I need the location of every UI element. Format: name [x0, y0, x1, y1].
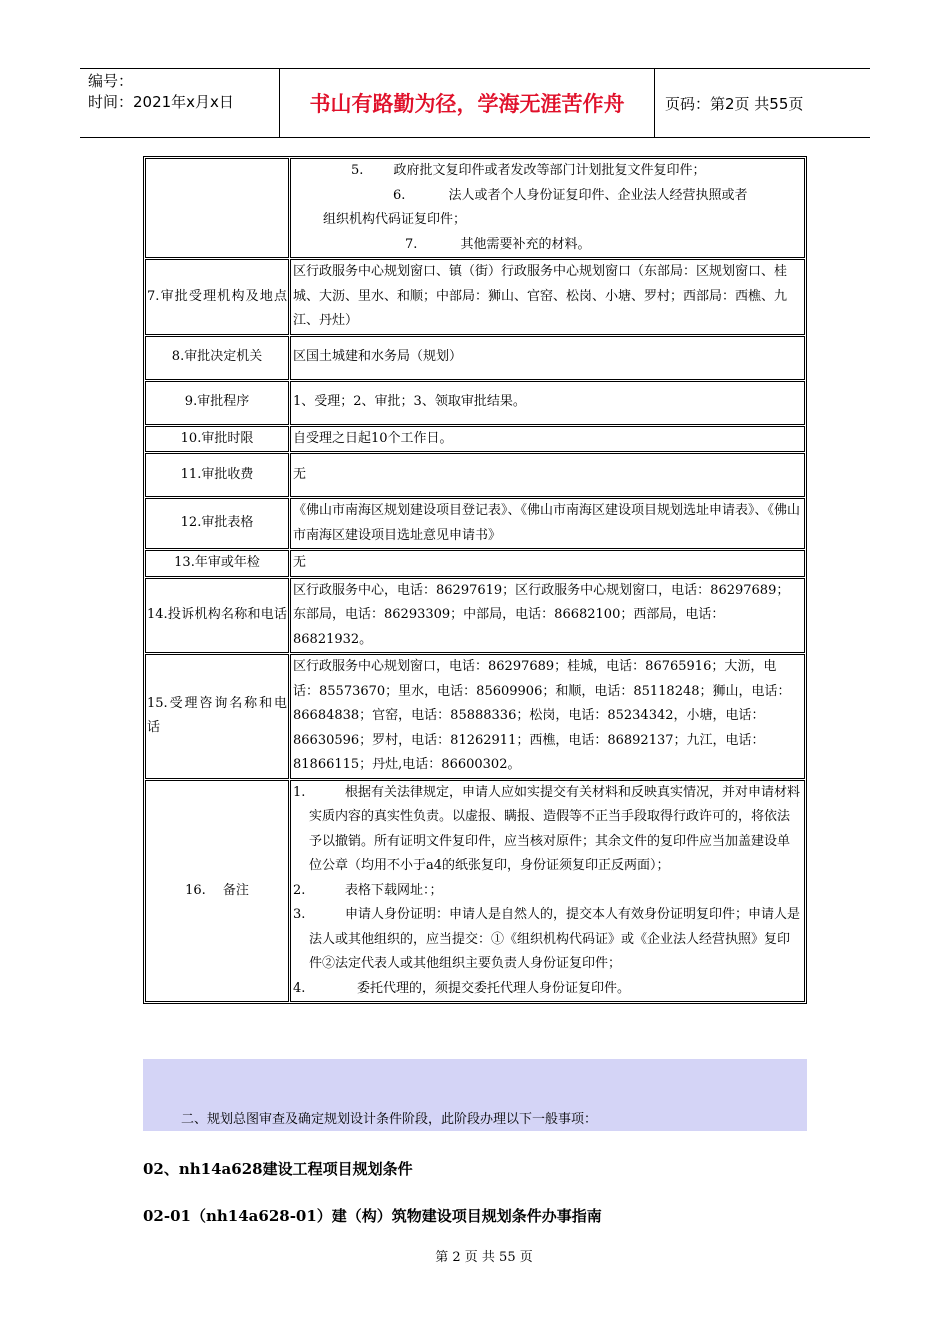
remark-item: [293, 879, 802, 904]
row-label: 11.审批收费: [145, 453, 289, 497]
material-item-5: 5. 政府批文复印件或者发改等部门计划批复文件复印件；: [351, 163, 706, 178]
remarks-cell: [290, 780, 805, 1003]
row-label: 8.审批决定机关: [145, 336, 289, 380]
remark-text: 委托代理的，须提交委托代理人身份证复印件。: [357, 980, 631, 996]
remark-text: 表格下载网址：；: [345, 882, 443, 898]
row-label: 9.审批程序: [145, 381, 289, 425]
header-page-info: 页码：第2页 共55页: [665, 94, 804, 113]
row-value: 1、受理；2、审批；3、领取审批结果。: [290, 381, 805, 425]
remarks-label: 16. 备注: [145, 780, 289, 1003]
code-label: 编号：: [88, 72, 134, 90]
header-left-cell: [80, 69, 280, 137]
table-row: [145, 259, 805, 335]
remark-number: 4.: [293, 980, 306, 996]
approval-info-table: [143, 156, 807, 1004]
materials-label-cell: [145, 158, 289, 258]
page-header: [80, 68, 870, 138]
table-row-remarks: [145, 780, 805, 1003]
date-label: 时间：2021年x月x日: [88, 93, 234, 111]
heading-item-02-01: 02-01（nh14a628-01）建（构）筑物建设项目规划条件办事指南: [143, 1207, 602, 1225]
remark-number: 3.: [293, 907, 306, 922]
row-value: 区国土城建和水务局（规划）: [290, 336, 805, 380]
row-value: 区行政服务中心规划窗口、镇（街）行政服务中心规划窗口（东部局：区规划窗口、桂城、大沥、里水、和顺；中部局：狮山、官窑、松岗、小塘、罗村；西部局：西樵、九江、丹灶）: [290, 259, 805, 335]
table-row-materials: [145, 158, 805, 258]
table-row: [145, 550, 805, 577]
table-row: [145, 426, 805, 453]
table-row: [145, 453, 805, 497]
row-value: 自受理之日起10个工作日。: [290, 426, 805, 453]
heading-item-02: 02、nh14a628建设工程项目规划条件: [143, 1160, 413, 1178]
row-label: 14.投诉机构名称和电话: [145, 578, 289, 654]
row-value: 区行政服务中心规划窗口，电话：86297689；桂城，电话：86765916；大沥，电话：85573670；里水，电话：85609906；和顺，电话：85118248；狮山，电话：86684838；官窑，电话：85888336；松岗，电话：85234342，小塘，电话：86630596；罗村，电话：81262911；西樵，电话：86892137；九江，电话：81866115；丹灶,电话：86600302。: [290, 654, 805, 779]
row-label: 15.受理咨询名称和电 话: [145, 654, 289, 779]
header-slogan: 书山有路勤为径，学海无涯苦作舟: [280, 69, 655, 137]
row-label: 10.审批时限: [145, 426, 289, 453]
materials-value-cell: [290, 158, 805, 258]
remark-text: 申请人身份证明：申请人是自然人的，提交本人有效身份证明复印件；申请人是 法人或其他组织的，应当提交：①《组织机构代码证》或《企业法人经营执照》复印件②法定代表人或其他组织主要负责人身份证复印件；: [309, 907, 801, 971]
row-label: 12.审批表格: [145, 498, 289, 549]
remark-item: [293, 903, 802, 977]
table-row: [145, 336, 805, 380]
material-item-7: 7. 其他需要补充的材料。: [405, 236, 591, 252]
row-label: 7.审批受理机构及地点: [145, 259, 289, 335]
material-item-6: 6. 法人或者个人身份证复印件、企业法人经营执照或者: [393, 187, 748, 203]
material-item-6-cont: 组织机构代码证复印件；: [323, 212, 467, 227]
table-row: [145, 578, 805, 654]
row-value: 无: [290, 550, 805, 577]
row-value: 区行政服务中心，电话：86297619；区行政服务中心规划窗口，电话：86297689；东部局，电话：86293309；中部局，电话：86682100；西部局，电话：86821932。: [290, 578, 805, 654]
remark-number: 2.: [293, 882, 306, 898]
table-row: [145, 654, 805, 779]
row-label: 13.年审或年检: [145, 550, 289, 577]
remark-item: [293, 781, 802, 879]
section-note: 二、规划总图审查及确定规划设计条件阶段，此阶段办理以下一般事项：: [181, 1112, 598, 1127]
remark-item: [293, 977, 802, 1002]
section-note-band: [143, 1059, 807, 1131]
row-value: 《佛山市南海区规划建设项目登记表》、《佛山市南海区建设项目规划选址申请表》、《佛山市南海区建设项目选址意见申请书》: [290, 498, 805, 549]
page-footer: 第 2 页 共 55 页: [435, 1250, 533, 1265]
row-value: 无: [290, 453, 805, 497]
remark-number: 1.: [293, 784, 306, 800]
table-row: [145, 381, 805, 425]
remark-text: 根据有关法律规定，申请人应如实提交有关材料和反映真实情况，并对申请材料实质内容的真实性负责。以虚报、瞒报、造假等不正当手段取得行政许可的，将依法予以撤销。所有证明文件复印件，应当核对原件；其余文件的复印件应当加盖建设单位公章（均用不小于a4的纸张复印，身份证须复印正反两面）；: [309, 784, 801, 873]
table-row: [145, 498, 805, 549]
